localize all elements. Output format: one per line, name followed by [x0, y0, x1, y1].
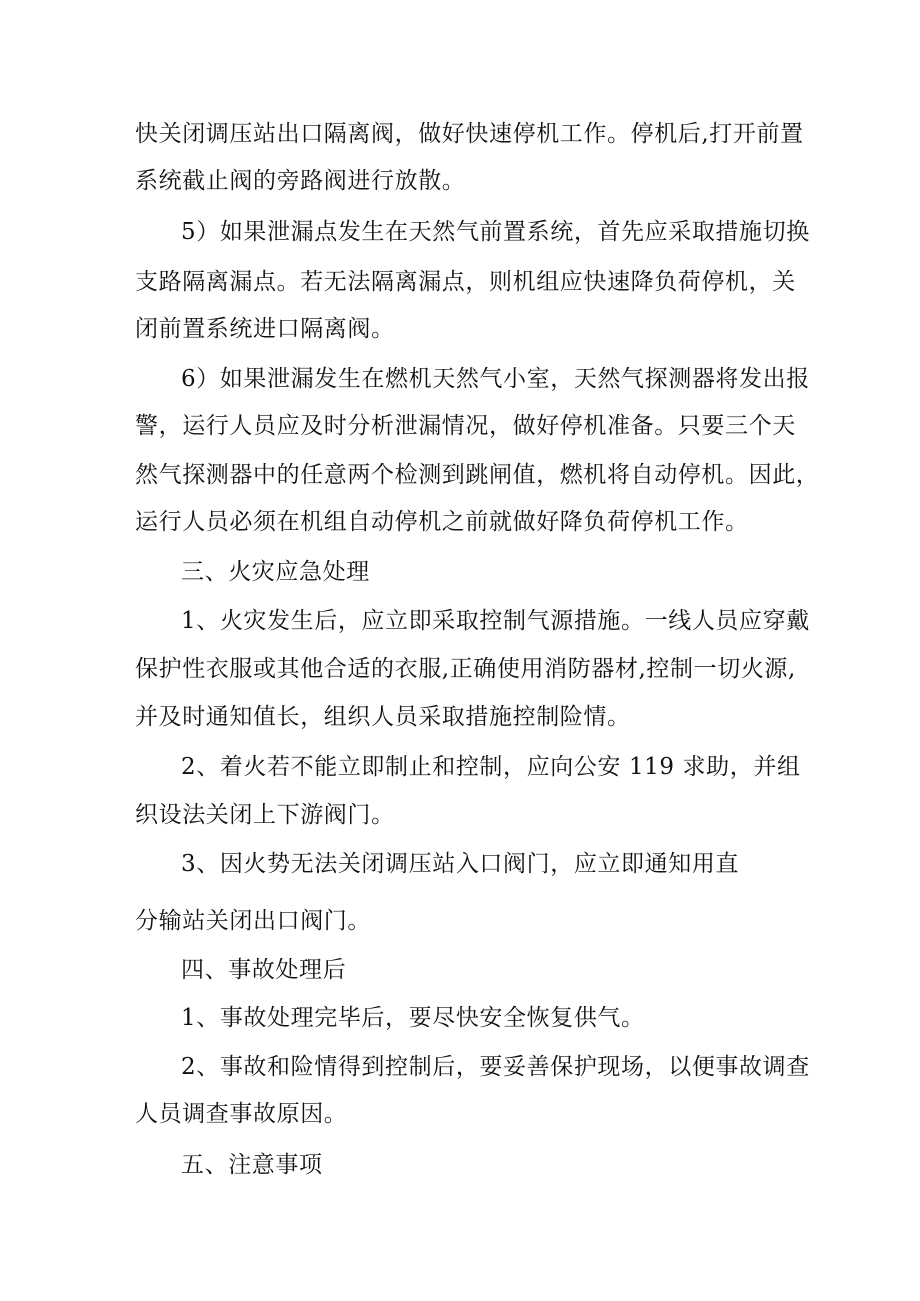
- section-heading: 四、事故处理后: [181, 957, 347, 983]
- text-line: 6）如果泄漏发生在燃机天然气小室，天然气探测器将发出报: [181, 366, 810, 392]
- text-line: 分输站关闭出口阀门。: [135, 908, 371, 934]
- text-line: 系统截止阀的旁路阀进行放散。: [135, 168, 466, 194]
- text-line: 闭前置系统进口隔离阀。: [135, 316, 395, 342]
- text-line: 然气探测器中的任意两个检测到跳闸值，燃机将自动停机。因此，: [135, 462, 820, 488]
- text-line: 3、因火势无法关闭调压站入口阀门，应立即通知用直: [181, 851, 740, 877]
- text-line: 支路隔离漏点。若无法隔离漏点，则机组应快速降负荷停机，关: [135, 269, 796, 295]
- text-line: 运行人员必须在机组自动停机之前就做好降负荷停机工作。: [135, 509, 749, 535]
- section-heading: 五、注意事项: [181, 1152, 323, 1178]
- text-line: 1、事故处理完毕后，要尽快安全恢复供气。: [181, 1005, 645, 1031]
- text-line: 警，运行人员应及时分析泄漏情况，做好停机准备。只要三个天: [135, 413, 796, 439]
- text-line: 2、事故和险情得到控制后，要妥善保护现场，以便事故调查: [181, 1054, 810, 1080]
- section-heading: 三、火灾应急处理: [181, 559, 370, 585]
- text-line: 2、着火若不能立即制止和控制，应向公安 119 求助，并组: [181, 754, 801, 780]
- text-line: 织设法关闭上下游阀门。: [135, 802, 395, 828]
- text-line: 保护性衣服或其他合适的衣服,正确使用消防器材,控制一切火源,: [135, 656, 796, 682]
- text-line: 1、火灾发生后，应立即采取控制气源措施。一线人员应穿戴: [181, 608, 810, 634]
- text-line: 并及时通知值长，组织人员采取措施控制险情。: [135, 704, 631, 730]
- text-line: 快关闭调压站出口隔离阀，做好快速停机工作。停机后,打开前置: [135, 121, 804, 147]
- text-line: 5）如果泄漏点发生在天然气前置系统，首先应采取措施切换: [181, 219, 810, 245]
- text-line: 人员调查事故原因。: [135, 1101, 348, 1127]
